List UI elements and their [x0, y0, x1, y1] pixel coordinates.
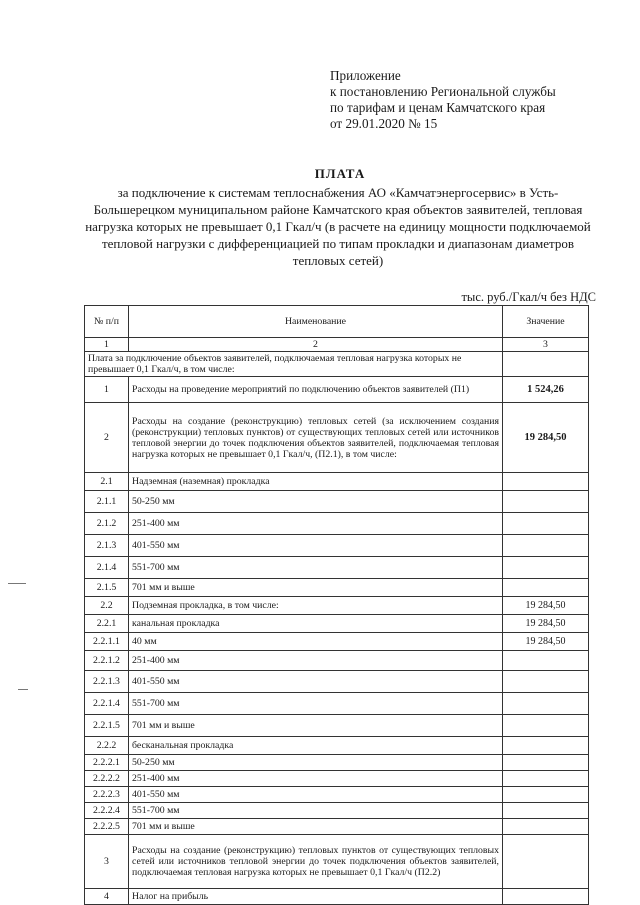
- row-name: 551-700 мм: [129, 557, 503, 579]
- table-row: [85, 889, 589, 905]
- appendix-line: Приложение: [330, 68, 401, 83]
- table-intro-row: [85, 352, 589, 377]
- table-index-row: [85, 338, 589, 352]
- row-value: [503, 787, 589, 803]
- row-num: 2.2.2.4: [85, 803, 129, 819]
- row-value: 1 524,26: [503, 377, 589, 403]
- row-name: 551-700 мм: [129, 693, 503, 715]
- row-num: 2.2.1.2: [85, 651, 129, 671]
- table-row: [85, 693, 589, 715]
- table-row: [85, 535, 589, 557]
- row-name: Расходы на создание (реконструкцию) тепловых сетей (за исключением создания (реконструкции) тепловых пунктов) от существующих тепловых сетей или источников тепловой энергии до точек подключения объектов заявителей, подключаемая тепловая нагрузка которых не превышает 0,1 Гкал/ч, (П2.1), в том числе:: [129, 403, 503, 473]
- index-cell: 1: [85, 338, 129, 352]
- row-num: 2.1.1: [85, 491, 129, 513]
- row-num: 3: [85, 835, 129, 889]
- row-value: [503, 693, 589, 715]
- table-row: [85, 513, 589, 535]
- index-cell: 2: [129, 338, 503, 352]
- row-num: 2.2.2.2: [85, 771, 129, 787]
- table-row: [85, 803, 589, 819]
- row-name: 50-250 мм: [129, 755, 503, 771]
- row-name: Надземная (наземная) прокладка: [129, 473, 503, 491]
- row-value: [503, 819, 589, 835]
- row-name: Налог на прибыль: [129, 889, 503, 905]
- table-row: [85, 787, 589, 803]
- row-name: Подземная прокладка, в том числе:: [129, 597, 503, 615]
- row-value: [503, 737, 589, 755]
- table-row: [85, 771, 589, 787]
- table-row: [85, 579, 589, 597]
- row-name: 701 мм и выше: [129, 819, 503, 835]
- table-row: [85, 671, 589, 693]
- row-name: 701 мм и выше: [129, 715, 503, 737]
- unit-label: тыс. руб./Гкал/ч без НДС: [461, 290, 596, 304]
- appendix-line: от 29.01.2020 № 15: [330, 116, 438, 131]
- row-name: 251-400 мм: [129, 651, 503, 671]
- row-value: [503, 671, 589, 693]
- row-name: бесканальная прокладка: [129, 737, 503, 755]
- row-name: 401-550 мм: [129, 535, 503, 557]
- row-num: 2.1.2: [85, 513, 129, 535]
- row-num: 2.2.1.1: [85, 633, 129, 651]
- row-num: 2.1: [85, 473, 129, 491]
- row-value: 19 284,50: [503, 403, 589, 473]
- row-value: [503, 491, 589, 513]
- row-name: 401-550 мм: [129, 787, 503, 803]
- row-value: [503, 715, 589, 737]
- row-value: [503, 557, 589, 579]
- row-value: [503, 771, 589, 787]
- table-row: [85, 737, 589, 755]
- row-name: 551-700 мм: [129, 803, 503, 819]
- appendix-line: по тарифам и ценам Камчатского края: [330, 100, 546, 115]
- row-name: Расходы на создание (реконструкцию) тепловых пунктов от существующих тепловых сетей или источников тепловой энергии до точек подключения объектов заявителей, подключаемая тепловая нагрузка которых не превышает 0,1 Гкал/ч (П2.2): [129, 835, 503, 889]
- row-num: 2.1.5: [85, 579, 129, 597]
- row-num: 2.1.4: [85, 557, 129, 579]
- row-value: [503, 755, 589, 771]
- table-row: [85, 403, 589, 473]
- row-num: 2.2.1: [85, 615, 129, 633]
- header-num: № п/п: [85, 306, 129, 338]
- row-num: 1: [85, 377, 129, 403]
- row-value: [503, 651, 589, 671]
- row-name: 40 мм: [129, 633, 503, 651]
- row-name: 50-250 мм: [129, 491, 503, 513]
- row-value: 19 284,50: [503, 597, 589, 615]
- document-subtitle: за подключение к системам теплоснабжения АО «Камчатэнергосервис» в Усть-Большерецком муниципальном районе Камчатского края объектов заявителей, тепловая нагрузка которых не превышает 0,1 Гкал/ч (в расчете на единицу мощности подключаемой тепловой нагрузки с дифференциацией по типам прокладки и диапазонам диаметров тепловых сетей): [85, 185, 591, 268]
- table-row: [85, 615, 589, 633]
- margin-mark: [8, 583, 26, 584]
- intro-cell: Плата за подключение объектов заявителей, подключаемая тепловая нагрузка которых не превышает 0,1 Гкал/ч, в том числе:: [85, 352, 503, 377]
- row-num: 2.2.1.5: [85, 715, 129, 737]
- table-row: [85, 715, 589, 737]
- row-value: [503, 513, 589, 535]
- appendix-line: к постановлению Региональной службы: [330, 84, 556, 99]
- row-name: 701 мм и выше: [129, 579, 503, 597]
- row-value: [503, 889, 589, 905]
- fee-table: [84, 305, 589, 905]
- row-value: [503, 803, 589, 819]
- table-header-row: [85, 306, 589, 338]
- row-name: 251-400 мм: [129, 771, 503, 787]
- table-row: [85, 597, 589, 615]
- table-row: [85, 651, 589, 671]
- appendix-block: [330, 68, 556, 132]
- table-row: [85, 473, 589, 491]
- table-row: [85, 557, 589, 579]
- row-value: [503, 473, 589, 491]
- row-num: 2.1.3: [85, 535, 129, 557]
- intro-value-cell: [503, 352, 589, 377]
- table-row: [85, 819, 589, 835]
- header-name: Наименование: [129, 306, 503, 338]
- row-num: 2: [85, 403, 129, 473]
- row-value: [503, 535, 589, 557]
- row-num: 2.2.2: [85, 737, 129, 755]
- row-num: 2.2.1.4: [85, 693, 129, 715]
- row-value: 19 284,50: [503, 615, 589, 633]
- row-name: канальная прокладка: [129, 615, 503, 633]
- table-row: [85, 755, 589, 771]
- table-row: [85, 835, 589, 889]
- row-num: 2.2.2.1: [85, 755, 129, 771]
- row-name: Расходы на проведение мероприятий по подключению объектов заявителей (П1): [129, 377, 503, 403]
- row-num: 2.2.2.3: [85, 787, 129, 803]
- row-value: [503, 835, 589, 889]
- table-row: [85, 491, 589, 513]
- margin-mark: [18, 689, 28, 690]
- row-name: 401-550 мм: [129, 671, 503, 693]
- row-num: 2.2.1.3: [85, 671, 129, 693]
- row-num: 4: [85, 889, 129, 905]
- row-num: 2.2.2.5: [85, 819, 129, 835]
- document-title: ПЛАТА: [314, 166, 366, 181]
- row-value: [503, 579, 589, 597]
- row-value: 19 284,50: [503, 633, 589, 651]
- row-name: 251-400 мм: [129, 513, 503, 535]
- index-cell: 3: [503, 338, 589, 352]
- header-value: Значение: [503, 306, 589, 338]
- table-row: [85, 377, 589, 403]
- table-row: [85, 633, 589, 651]
- row-num: 2.2: [85, 597, 129, 615]
